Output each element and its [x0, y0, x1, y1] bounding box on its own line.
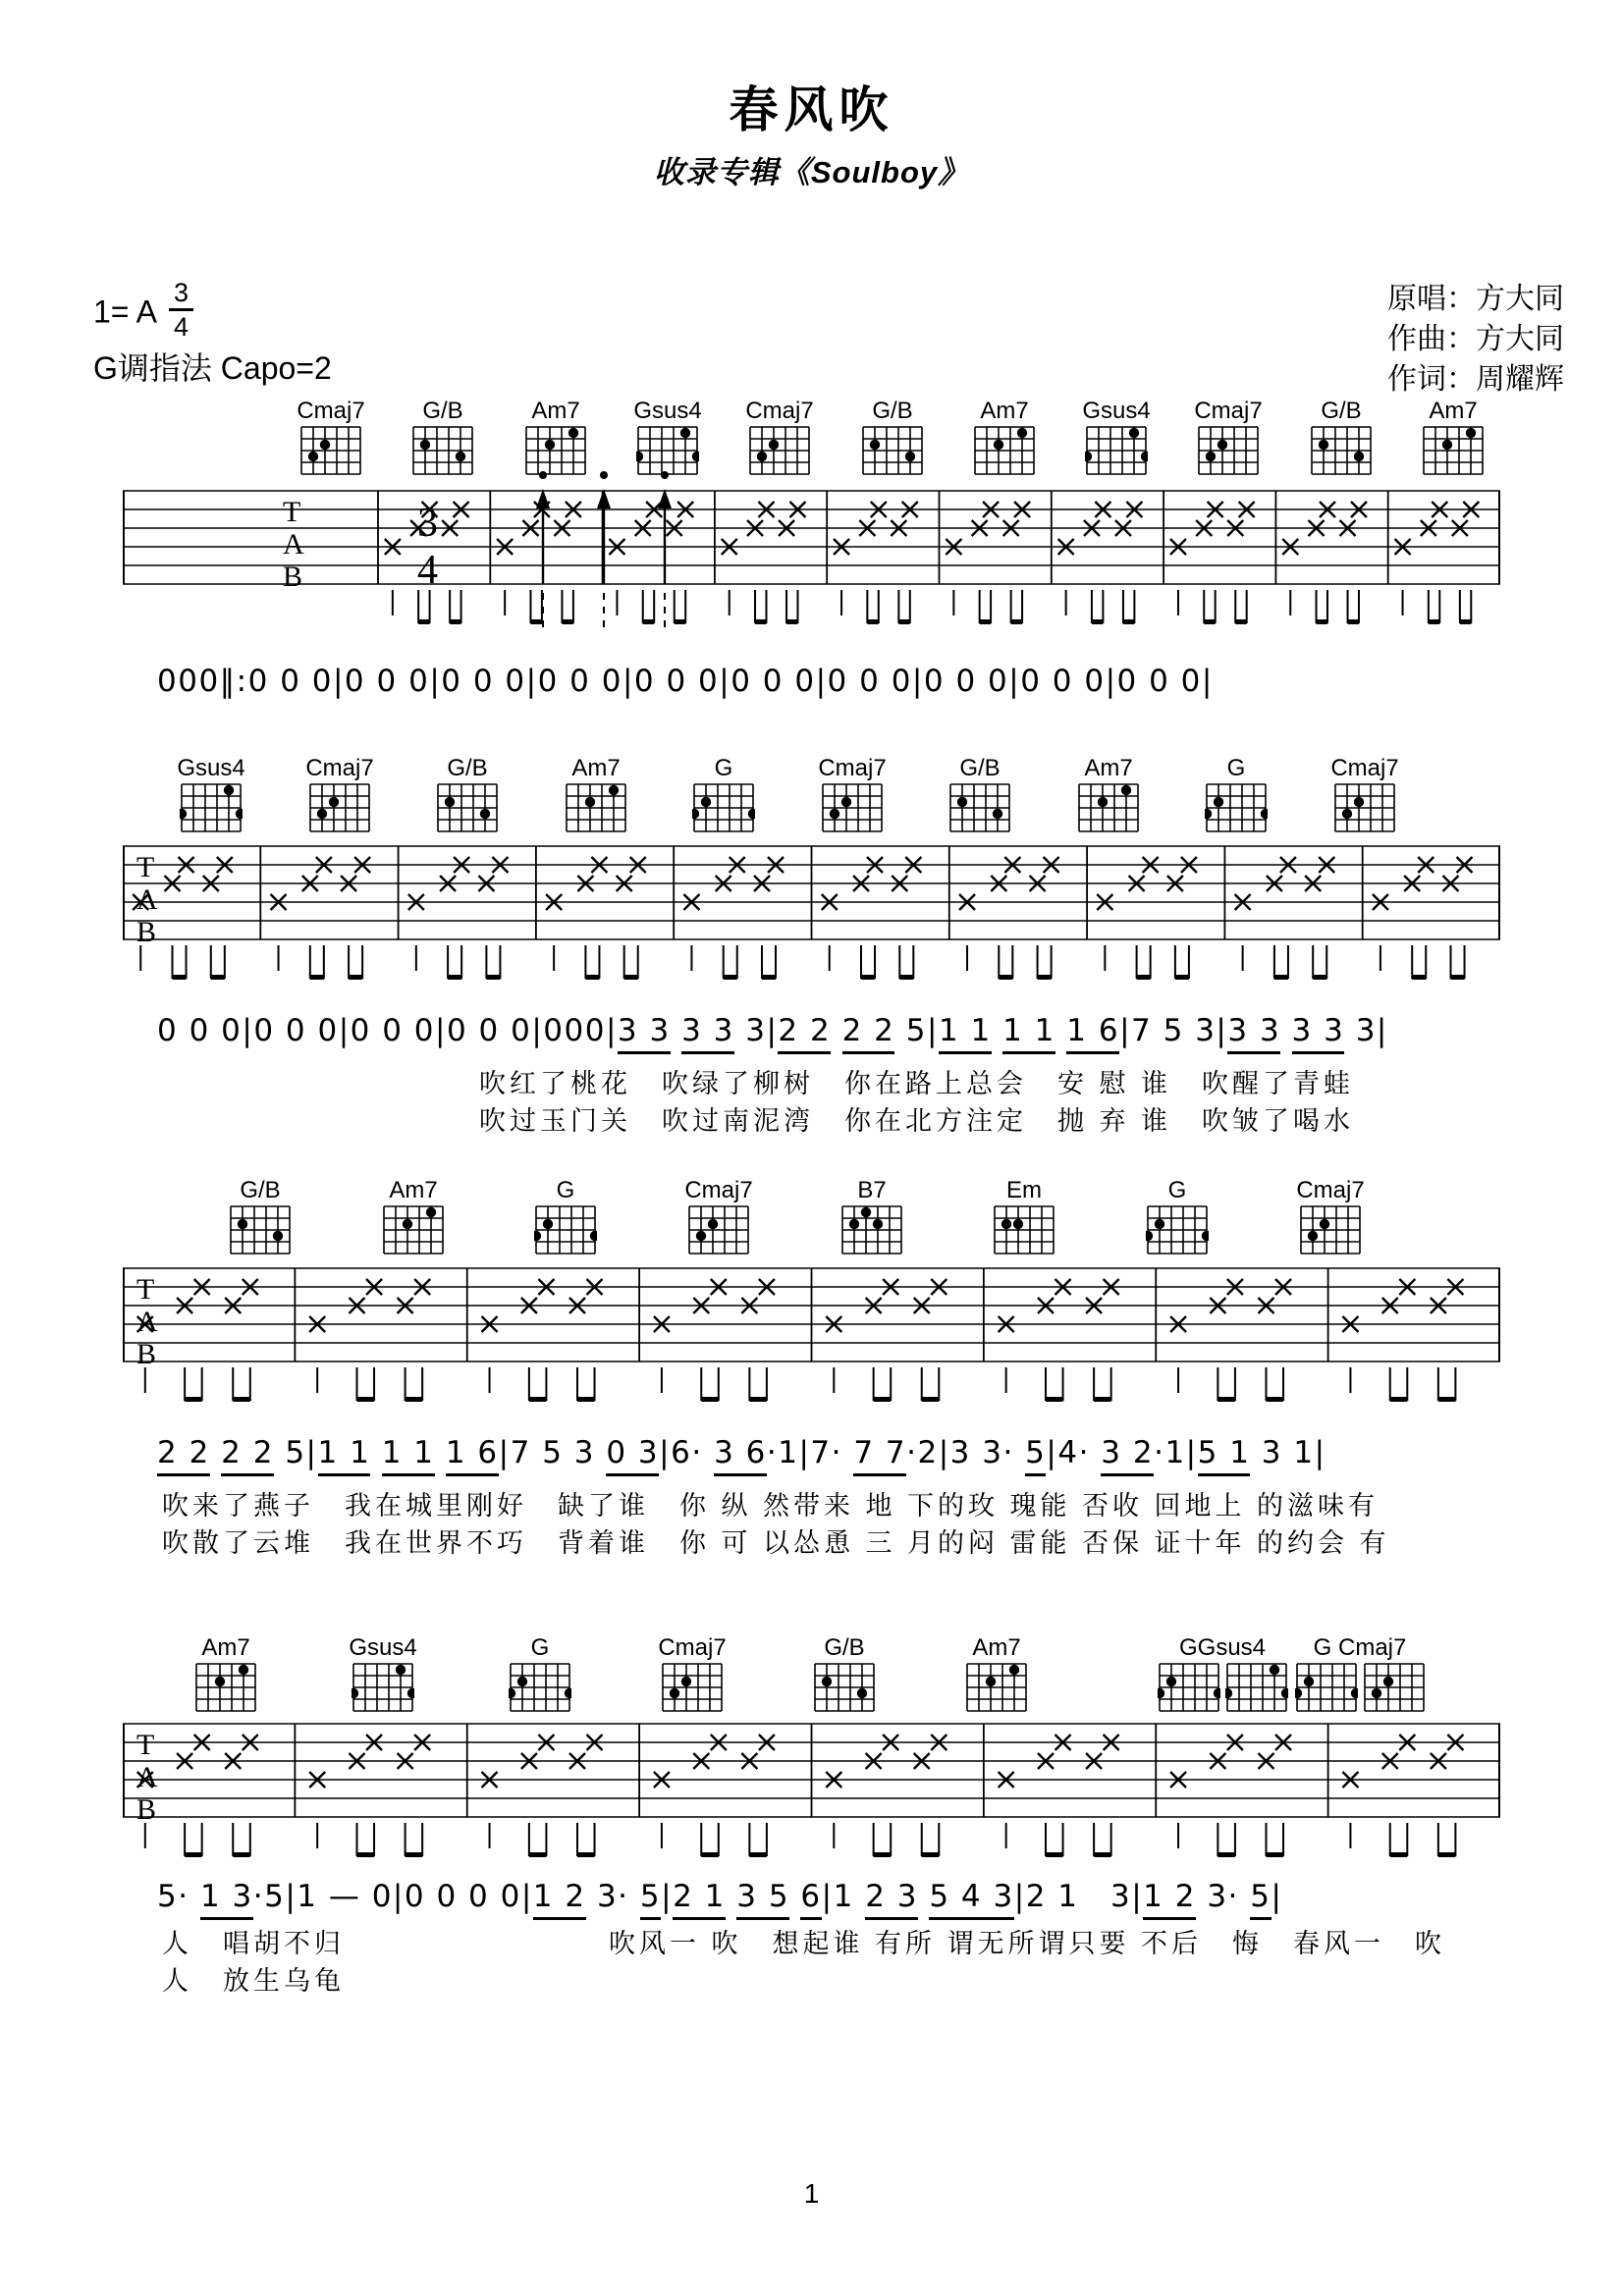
lyrics-line: 吹风一 吹 想起谁 有所 谓无所谓只要 不后 悔 春风一 吹	[609, 1929, 1446, 1958]
album-subtitle: 收录专辑《Soulboy》	[653, 155, 970, 189]
chord-name-label: Am7	[1084, 755, 1133, 781]
melody-line: 5· 1 3·5|1 — 0|0 0 0 0|1 2 3· 5|2 1 3 5 6|1 2 3 5 4 3|2 1 3|1 2 3· 5|	[157, 1871, 1282, 1915]
credit-lyricist: 作词：周耀辉	[1387, 363, 1564, 396]
lyrics-line: 吹过玉门关 吹过南泥湾 你在北方注定 抛 弃 谁 吹皱了喝水	[479, 1106, 1355, 1136]
tab-clef-letter: A	[136, 883, 158, 916]
chord-name-label: Am7	[571, 755, 621, 781]
chord-name-label: G/B	[959, 755, 1001, 781]
melody-line: 2 2 2 2 5|1 1 1 1 1 6|7 5 3 0 3|6· 3 6·1|7· 7 7·2|3 3· 5|4· 3 2·1|5 1 3 1|	[157, 1435, 1326, 1470]
melody-beamed-group: 3 3	[1292, 1013, 1345, 1054]
chord-name-label: G/B	[447, 755, 488, 781]
chord-name-label: G/B	[824, 1634, 865, 1661]
chord-name-label: Am7	[201, 1634, 250, 1661]
melody-beamed-group: 2 2	[842, 1013, 895, 1054]
staff-time-signature: 3	[417, 501, 438, 546]
melody-beamed-group: 3 2	[1101, 1435, 1154, 1476]
melody-beamed-group: 1 3	[200, 1879, 253, 1920]
credits-block	[1387, 279, 1564, 400]
melody-beamed-group: 3 3	[1227, 1013, 1280, 1054]
melody-beamed-group: 1 2	[1143, 1879, 1196, 1920]
melody-beamed-group: 1 6	[1066, 1013, 1119, 1054]
time-signature	[169, 279, 193, 342]
melody-beamed-group: 0 3	[606, 1435, 659, 1476]
chord-name-label: Cmaj7	[305, 755, 374, 781]
chord-name-label: G	[530, 1634, 550, 1661]
melody-beamed-group: 1 6	[446, 1435, 499, 1476]
tab-clef-letter: A	[136, 1761, 158, 1793]
melody-beamed-group: 5 4 3	[929, 1879, 1013, 1920]
melody-line: 0 0 0|0 0 0|0 0 0|0 0 0|000|3 3 3 3 3|2 2 2 2 5|1 1 1 1 1 6|7 5 3|3 3 3 3 3|	[157, 1013, 1388, 1048]
tab-clef-letter: B	[136, 1793, 157, 1826]
chord-name-label: Am7	[531, 398, 580, 424]
melody-beamed-group: 1 2	[533, 1879, 586, 1920]
chord-name-label: Cmaj7	[658, 1634, 727, 1661]
chord-name-label: Cmaj7	[684, 1177, 753, 1203]
credit-composer: 作曲：方大同	[1387, 323, 1564, 355]
tab-clef-letter: A	[283, 528, 304, 561]
lyrics-line: 人 唱胡不归	[162, 1929, 345, 1958]
melody-beamed-group: 1 1	[1002, 1013, 1055, 1054]
chord-name-label: Gsus4	[633, 398, 702, 424]
melody-beamed-group: 2 2	[157, 1435, 210, 1476]
melody-beamed-group: 3 6	[714, 1435, 767, 1476]
tab-clef-letter: B	[283, 561, 303, 593]
tab-staff	[123, 450, 1502, 646]
chord-name-label: Am7	[1429, 398, 1478, 424]
time-denominator: 4	[173, 312, 189, 343]
tab-clef-letter: T	[136, 851, 155, 883]
chord-name-label: G	[1226, 755, 1246, 781]
chord-name-label: G	[1167, 1177, 1187, 1203]
tab-clef-letter: B	[136, 916, 157, 948]
melody-beamed-group: 1 1	[939, 1013, 992, 1054]
chord-name-label: G Cmaj7	[1313, 1634, 1407, 1661]
melody-beamed-group: 1 1	[318, 1435, 371, 1476]
melody-line: 000‖:0 0 0|0 0 0|0 0 0|0 0 0|0 0 0|0 0 0|0 0 0|0 0 0|0 0 0|0 0 0|	[157, 664, 1214, 699]
key-label: 1= A	[93, 294, 157, 330]
chord-name-label: G	[556, 1177, 575, 1203]
page-number: 1	[803, 2178, 820, 2209]
melody-beamed-group: 3 5	[736, 1879, 789, 1920]
melody-beamed-group: 5	[1025, 1435, 1046, 1476]
tab-clef-letter: T	[136, 1273, 155, 1306]
lyrics-line: 吹红了桃花 吹绿了柳树 你在路上总会 安 慰 谁 吹醒了青蛙	[479, 1069, 1355, 1098]
chord-name-label: Am7	[972, 1634, 1021, 1661]
tab-clef-letter: T	[136, 1729, 155, 1761]
tab-clef-letter: B	[136, 1338, 157, 1370]
melody-beamed-group: 2 2	[221, 1435, 274, 1476]
melody-beamed-group: 6	[800, 1879, 821, 1920]
tab-staff	[123, 1227, 1502, 1423]
chord-name-label: Gsus4	[1082, 398, 1151, 424]
chord-name-label: Gsus4	[177, 755, 245, 781]
chord-name-label: B7	[857, 1177, 887, 1203]
melody-beamed-group: 5 1	[1198, 1435, 1251, 1476]
fingering-capo-label: G调指法 Capo=2	[93, 350, 332, 386]
tab-staff	[123, 1682, 1502, 1879]
credit-singer: 原唱：方大同	[1387, 283, 1564, 315]
melody-beamed-group: 3 3	[681, 1013, 734, 1054]
lyrics-line: 吹来了燕子 我在城里刚好 缺了谁 你 纵 然带来 地 下的玫 瑰能 否收 回地上 的滋味有	[162, 1491, 1380, 1521]
chord-name-label: G/B	[422, 398, 463, 424]
melody-beamed-group: 2 2	[778, 1013, 831, 1054]
song-title: 春风吹	[729, 82, 894, 137]
key-signature	[93, 278, 193, 346]
melody-beamed-group: 5	[640, 1879, 661, 1920]
melody-beamed-group: 5	[1250, 1879, 1271, 1920]
staff-time-signature: 4	[417, 548, 438, 593]
chord-name-label: Cmaj7	[1194, 398, 1263, 424]
melody-beamed-group: 2 1	[673, 1879, 726, 1920]
melody-beamed-group: 3 3	[618, 1013, 671, 1054]
chord-name-label: G/B	[240, 1177, 281, 1203]
chord-name-label: Cmaj7	[297, 398, 365, 424]
chord-name-label: G/B	[1321, 398, 1362, 424]
chord-name-label: Cmaj7	[818, 755, 887, 781]
chord-name-label: Gsus4	[349, 1634, 417, 1661]
chord-name-label: G/B	[872, 398, 913, 424]
melody-beamed-group: 1 1	[382, 1435, 435, 1476]
chord-name-label: GGsus4	[1178, 1634, 1267, 1661]
chord-name-label: Cmaj7	[745, 398, 814, 424]
melody-beamed-group: 2 3	[865, 1879, 918, 1920]
chord-name-label: Am7	[980, 398, 1029, 424]
tab-staff	[123, 805, 1502, 1001]
chord-name-label: Am7	[389, 1177, 438, 1203]
chord-name-label: G	[714, 755, 733, 781]
tab-clef-letter: T	[283, 496, 301, 528]
melody-beamed-group: 7 7	[853, 1435, 906, 1476]
tab-clef-letter: A	[136, 1306, 158, 1338]
chord-name-label: Cmaj7	[1330, 755, 1399, 781]
chord-name-label: Em	[1006, 1177, 1042, 1203]
time-numerator: 3	[169, 279, 193, 311]
chord-name-label: Cmaj7	[1296, 1177, 1365, 1203]
lyrics-line: 吹散了云堆 我在世界不巧 背着谁 你 可 以怂恿 三 月的闷 雷能 否保 证十年 的约会 有	[162, 1528, 1390, 1558]
lyrics-line: 人 放生乌龟	[162, 1966, 345, 1996]
